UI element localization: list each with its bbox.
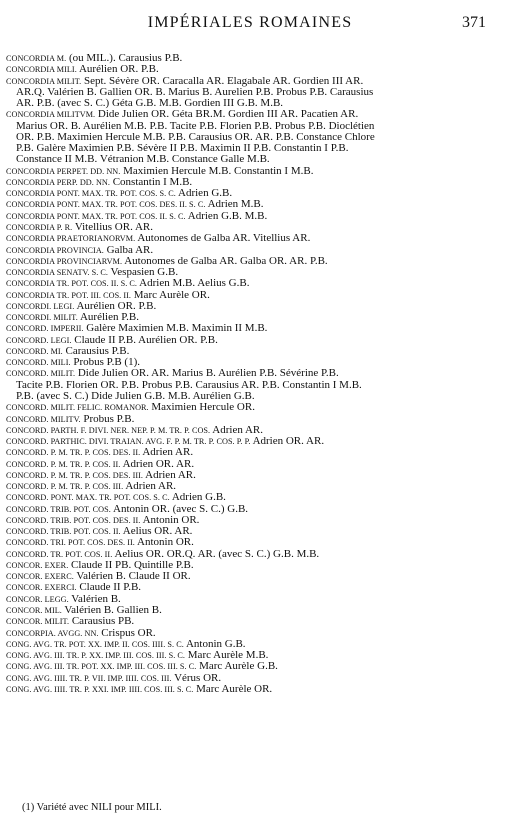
entry-line — [6, 582, 506, 593]
entry-line — [6, 537, 506, 548]
running-title: IMPÉRIALES ROMAINES — [147, 14, 353, 31]
entry-line — [6, 267, 506, 278]
coin-legend: CONCORDIA P. R. — [6, 222, 73, 232]
emperor-list: Aurélien P.B. — [77, 312, 139, 324]
emperor-list: Autonomes de Galba AR. Galba OR. AR. P.B. — [122, 255, 328, 267]
coin-legend: CONCORDIA M. — [6, 54, 67, 63]
coin-legend: CONCOR. EXERCI. — [6, 583, 77, 593]
coin-legend: CONCORDIA PERP. DD. NN. — [6, 177, 110, 187]
coin-legend: CONCORDIA MILI. — [6, 65, 77, 75]
coin-legend: CONG. AVG. IIII. TR. P. XXI. IMP. IIII. COS. III. S. C. — [6, 684, 194, 694]
emperor-list: Adrien OR. AR. — [120, 458, 195, 470]
emperor-list: Maximien Hercule M.B. Constantin I M.B. — [120, 165, 314, 177]
coin-legend: CONCORDIA PROVINCIA. — [6, 245, 104, 255]
entry-line — [6, 290, 506, 301]
emperor-list: Adrien G.B. M.B. — [185, 210, 268, 222]
entry-continuation — [6, 87, 506, 98]
emperor-list: Crispus OR. — [98, 627, 156, 639]
emperor-list: Adrien G.B. — [175, 188, 233, 200]
emperor-list: Marius OR. B. Aurélien M.B. P.B. Tacite P.B. Florien P.B. Probus P.B. Dioclétien — [16, 120, 375, 132]
emperor-list: Marc Aurèle M.B. — [185, 650, 269, 662]
entry-line — [6, 323, 506, 334]
emperor-list: Marc Aurèle OR. — [193, 683, 273, 695]
coin-legend: CONCORD. P. M. TR. P. COS. III. — [6, 482, 124, 492]
coin-legend: CONCOR. MIL. — [6, 606, 62, 616]
entry-line — [6, 459, 506, 470]
entry-line — [6, 53, 506, 64]
entry-line — [6, 515, 506, 526]
emperor-list: Probus P.B. — [80, 413, 135, 425]
coin-legend: CONCORD. MI. — [6, 346, 63, 356]
emperor-list: Aurélien OR. P.B. — [74, 300, 157, 312]
entry-continuation — [6, 391, 506, 402]
emperor-list: Aelius OR. AR. — [120, 526, 193, 538]
coin-legend: CONCORDIA TR. POT. COS. II. S. C. — [6, 279, 138, 289]
emperor-list: Valérien B. — [68, 593, 121, 605]
entry-line — [6, 673, 506, 684]
coin-legend: CONCORD. P. M. TR. P. COS. II. — [6, 459, 121, 469]
entry-line — [6, 402, 506, 413]
coin-legend: CONCORPIA. AVGG. NN. — [6, 628, 99, 638]
entry-line — [6, 605, 506, 616]
emperor-list: P.B. (avec S. C.) Dide Julien G.B. M.B. Aurélien G.B. — [16, 390, 255, 402]
emperor-list: Adrien AR. — [143, 469, 196, 481]
entry-line — [6, 571, 506, 582]
entry-line — [6, 560, 506, 571]
entry-line — [6, 504, 506, 515]
coin-legend: CONCORD. MILI. — [6, 358, 71, 368]
emperor-list: Adrien AR. — [140, 447, 194, 459]
emperor-list: Carausius P.B. — [62, 345, 130, 357]
entry-line — [6, 301, 506, 312]
coin-legend: CONCOR. EXER. — [6, 560, 69, 570]
entry-line — [6, 233, 506, 244]
coin-legend: CONCORDIA MILIT. — [6, 76, 82, 86]
emperor-list: (ou MIL.). Carausius P.B. — [66, 53, 183, 64]
entry-line — [6, 278, 506, 289]
emperor-list: Tacite P.B. Florien OR. P.B. Probus P.B. Carausius AR. P.B. Constantin I M.B. — [16, 379, 362, 391]
entry-continuation — [6, 154, 506, 165]
coin-legend: CONCORD. TR. POT. COS. II. — [6, 549, 113, 559]
entry-line — [6, 177, 506, 188]
entry-line — [6, 109, 506, 120]
emperor-list: Claude II P.B. Aurélien OR. P.B. — [71, 334, 218, 346]
coin-legend: CONG. AVG. TR. POT. XX. IMP. II. COS. IIII. S. C. — [6, 639, 184, 649]
entry-line — [6, 188, 506, 199]
coin-legend: CONCORD. IMPERII. — [6, 324, 84, 334]
entry-line — [6, 76, 506, 87]
coin-legend: CONCORDIA PONT. MAX. TR. POT. COS. DES. II. S. C. — [6, 200, 206, 210]
entry-line — [6, 684, 506, 695]
coin-legend: CONCORDIA PONT. MAX. TR. POT. COS. II. S. C. — [6, 211, 186, 221]
emperor-list: Autonomes de Galba AR. Vitellius AR. — [135, 233, 311, 245]
emperor-list: Valérien B. Gallien B. — [61, 605, 162, 617]
emperor-list: Valérien B. Claude II OR. — [73, 571, 191, 583]
emperor-list: OR. P.B. Maximien Hercule M.B. P.B. Carausius OR. AR. P.B. Constance Chlore — [16, 131, 375, 143]
entry-line — [6, 256, 506, 267]
coin-legend: CONCORDIA PRAETORIANORVM. — [6, 234, 136, 244]
entry-line — [6, 526, 506, 537]
coin-legend: CONCORDIA PERPET. DD. NN. — [6, 166, 121, 176]
entry-line — [6, 199, 506, 210]
coin-legend: CONCOR. MILIT. — [6, 617, 70, 627]
coin-legend: CONG. AVG. III. TR. P. XX. IMP. III. COS. III. S. C. — [6, 651, 186, 661]
emperor-list: Marc Aurèle OR. — [131, 289, 210, 301]
entry-line — [6, 368, 506, 379]
coin-legend: CONCORDIA MILITVM. — [6, 110, 96, 120]
emperor-list: Claude II P.B. — [76, 582, 142, 594]
entry-line — [6, 481, 506, 492]
coin-legend: CONCORD. TRIB. POT. COS. — [6, 504, 111, 514]
coin-legend: CONCORD. PARTHIC. DIVI. TRAIAN. AVG. F. P. M. TR. P. COS. P. P. — [6, 437, 251, 447]
entry-line — [6, 447, 506, 458]
coin-legend: CONCORD. MILIT. FELIC. ROMANOR. — [6, 403, 149, 413]
coin-legend: CONG. AVG. IIII. TR. P. VII. IMP. IIII. COS. III. — [6, 673, 172, 683]
emperor-list: Vitellius OR. AR. — [72, 221, 153, 233]
emperor-list: Sept. Sévère OR. Caracalla AR. Elagabale AR. Gordien III AR. — [81, 75, 364, 87]
emperor-list: Vérus OR. — [171, 672, 222, 684]
entry-line — [6, 414, 506, 425]
emperor-list: Aelius OR. OR.Q. AR. (avec S. C.) G.B. M.B. — [112, 548, 320, 560]
entry-line — [6, 346, 506, 357]
entry-line — [6, 425, 506, 436]
emperor-list: Adrien AR. — [123, 481, 177, 493]
entry-line — [6, 222, 506, 233]
page-number: 371 — [462, 14, 486, 31]
emperor-list: Galba AR. — [103, 244, 154, 256]
emperor-list: Adrien OR. AR. — [250, 436, 325, 448]
entry-line — [6, 245, 506, 256]
footnote: (1) Variété avec NILI pour MILI. — [22, 802, 162, 813]
entry-continuation — [6, 143, 506, 154]
emperor-list: Constance II M.B. Vétranion M.B. Constance Galle M.B. — [16, 154, 270, 166]
coin-legend: CONCORDIA PONT. MAX. TR. POT. COS. S. C. — [6, 189, 176, 199]
emperor-list: P.B. Galère Maximien P.B. Sévère II P.B. Maximin II P.B. Constantin I P.B. — [16, 143, 349, 155]
entry-continuation — [6, 132, 506, 143]
entry-line — [6, 628, 506, 639]
emperor-list: Probus P.B (1). — [70, 357, 140, 369]
emperor-list: AR.Q. Valérien B. Gallien OR. B. Marius B. Aurelien P.B. Probus P.B. Carausius — [16, 86, 374, 98]
entry-line — [6, 661, 506, 672]
entry-continuation — [6, 98, 506, 109]
entry-line — [6, 639, 506, 650]
emperor-list: Antonin OR. (avec S. C.) G.B. — [110, 503, 249, 515]
emperor-list: Adrien G.B. — [169, 492, 226, 504]
entry-line — [6, 436, 506, 447]
emperor-list: Aurélien OR. P.B. — [76, 64, 159, 76]
coin-legend: CONCORD. P. M. TR. P. COS. DES. II. — [6, 448, 141, 458]
emperor-list: Antonin G.B. — [183, 638, 246, 650]
coin-legend: CONCORD. MILIT. — [6, 369, 76, 379]
emperor-list: Antonin OR. — [140, 514, 200, 526]
emperor-list: Galère Maximien M.B. Maximin II M.B. — [83, 323, 268, 335]
entry-line — [6, 64, 506, 75]
coin-legend: CONCORDI. LEGI. — [6, 301, 75, 311]
coin-legend: CONCORDI. MILIT. — [6, 313, 78, 323]
emperor-list: Adrien M.B. Aelius G.B. — [137, 278, 250, 290]
emperor-list: Antonin OR. — [134, 537, 194, 549]
emperor-list: Vespasien G.B. — [108, 267, 179, 279]
entry-line — [6, 211, 506, 222]
emperor-list: Dide Julien OR. Géta BR.M. Gordien III AR. Pacatien AR. — [95, 109, 359, 121]
coin-legend: CONCORDIA TR. POT. III. COS. II. — [6, 290, 132, 300]
emperor-list: Claude II PB. Quintille P.B. — [68, 559, 194, 571]
coin-legend: CONCORD. TRIB. POT. COS. II. — [6, 527, 121, 537]
entry-line — [6, 616, 506, 627]
page-header — [0, 14, 514, 38]
entry-line — [6, 312, 506, 323]
entry-line — [6, 549, 506, 560]
emperor-list: Constantin I M.B. — [109, 176, 193, 188]
coin-legend: CONCORD. LEGI. — [6, 335, 72, 345]
coin-legend: CONCORDIA PROVINCIARVM. — [6, 256, 123, 266]
coin-legend: CONCORD. P. M. TR. P. COS. DES. III. — [6, 470, 143, 480]
entry-line — [6, 335, 506, 346]
coin-legend: CONCORD. PARTH. F. DIVI. NER. NEP. P. M. TR. P. COS. — [6, 425, 211, 435]
coin-legend: CONCORD. MILITV. — [6, 414, 81, 424]
entry-line — [6, 594, 506, 605]
entry-line — [6, 650, 506, 661]
emperor-list: Adrien M.B. — [205, 199, 264, 211]
coin-legend: CONG. AVG. III. TR. POT. XX. IMP. III. COS. III. S. C. — [6, 662, 197, 672]
coin-legend: CONCOR. LEGG. — [6, 594, 69, 604]
emperor-list: AR. P.B. (avec S. C.) Géta G.B. M.B. Gordien III G.B. M.B. — [16, 98, 284, 110]
coin-legend: CONCOR. EXERC. — [6, 572, 74, 582]
coin-legend: CONCORD. TRI. POT. COS. DES. II. — [6, 538, 135, 548]
entry-continuation — [6, 121, 506, 132]
entry-line — [6, 166, 506, 177]
emperor-list: Marc Aurèle G.B. — [196, 661, 278, 673]
emperor-list: Dide Julien OR. AR. Marius B. Aurélien P.B. Sévérine P.B. — [75, 368, 339, 380]
entry-line — [6, 470, 506, 481]
coin-legend: CONCORD. PONT. MAX. TR. POT. COS. S. C. — [6, 493, 170, 503]
legend-list — [6, 53, 506, 695]
entry-line — [6, 357, 506, 368]
emperor-list: Maximien Hercule OR. — [148, 402, 255, 414]
entry-line — [6, 492, 506, 503]
emperor-list: Carausius PB. — [69, 616, 135, 628]
coin-legend: CONCORD. TRIB. POT. COS. DES. II. — [6, 515, 141, 525]
coin-legend: CONCORDIA SENATV. S. C. — [6, 268, 108, 278]
entry-continuation — [6, 380, 506, 391]
emperor-list: Adrien AR. — [210, 424, 264, 436]
